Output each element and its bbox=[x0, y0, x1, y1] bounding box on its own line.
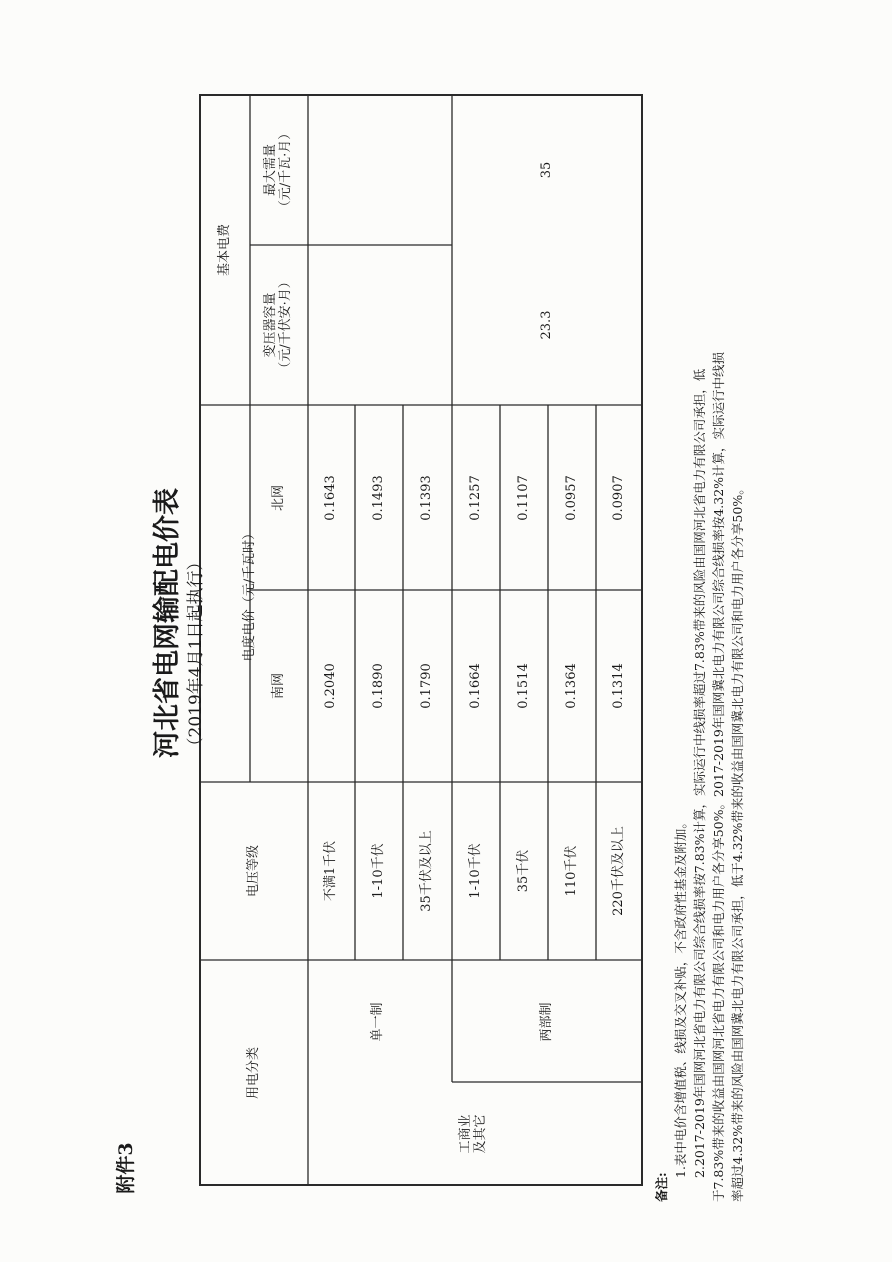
notes-label: 备注: bbox=[654, 1172, 669, 1202]
row-6-north-price: 0.0957 bbox=[564, 475, 579, 521]
header-category: 用电分类 bbox=[246, 1047, 261, 1100]
row-2-south-price: 0.1890 bbox=[371, 663, 386, 709]
header-max-demand bbox=[263, 110, 295, 230]
row-1-north-price: 0.1643 bbox=[323, 475, 338, 521]
header-max-demand-name: 最大需量 bbox=[263, 144, 278, 197]
note-line-3: 于7.83%带来的收益由国网河北省电力有限公司和电力用户各分享50%。2017-2019年国网冀北电力有限公司综合线损率按4.32%计算，实际运行中线损 bbox=[711, 351, 726, 1202]
group-single-tariff: 单一制 bbox=[370, 1002, 385, 1042]
header-transformer-capacity-unit: （元/千伏安·月） bbox=[278, 275, 293, 375]
row-2-north-price: 0.1493 bbox=[371, 475, 386, 521]
row-3-voltage: 35千伏及以上 bbox=[419, 830, 434, 912]
row-5-south-price: 0.1514 bbox=[516, 663, 531, 709]
header-energy-price: 电度电价（元/千瓦时） bbox=[242, 526, 257, 662]
row-4-voltage: 1-10千伏 bbox=[468, 843, 483, 899]
header-north-grid: 北网 bbox=[271, 485, 286, 512]
row-5-voltage: 35千伏 bbox=[516, 849, 531, 893]
two-part-max-demand-fee: 35 bbox=[539, 161, 554, 179]
category-commerce-line1: 工商业 bbox=[458, 1114, 473, 1154]
category-commerce bbox=[458, 1099, 490, 1169]
row-7-north-price: 0.0907 bbox=[611, 475, 626, 521]
header-max-demand-unit: （元/千瓦·月） bbox=[278, 126, 293, 214]
header-south-grid: 南网 bbox=[271, 673, 286, 700]
header-basic-fee: 基本电费 bbox=[217, 224, 232, 277]
header-transformer-capacity-name: 变压器容量 bbox=[263, 292, 278, 358]
group-two-part-tariff: 两部制 bbox=[539, 1002, 554, 1042]
attachment-label: 附件3 bbox=[115, 1142, 137, 1194]
row-5-north-price: 0.1107 bbox=[516, 475, 531, 521]
row-7-voltage: 220千伏及以上 bbox=[611, 826, 626, 916]
header-voltage-level: 电压等级 bbox=[246, 845, 261, 898]
row-4-south-price: 0.1664 bbox=[468, 663, 483, 709]
row-3-south-price: 0.1790 bbox=[419, 663, 434, 709]
header-transformer-capacity bbox=[263, 265, 295, 385]
page-subtitle: （2019年4月1日起执行） bbox=[186, 553, 206, 755]
note-line-1: 1.表中电价含增值税、线损及交叉补贴，不含政府性基金及附加。 bbox=[673, 816, 688, 1178]
note-line-4: 率超过4.32%带来的风险由国网冀北电力有限公司承担，低于4.32%带来的收益由国网冀北电力有限公司和电力用户各分享50%。 bbox=[730, 482, 745, 1202]
row-3-north-price: 0.1393 bbox=[419, 475, 434, 521]
page-title: 河北省电网输配电价表 bbox=[152, 488, 183, 758]
row-1-south-price: 0.2040 bbox=[323, 663, 338, 709]
two-part-transformer-fee: 23.3 bbox=[539, 310, 554, 340]
row-7-south-price: 0.1314 bbox=[611, 663, 626, 709]
row-4-north-price: 0.1257 bbox=[468, 475, 483, 521]
notes-block bbox=[652, 92, 750, 1202]
row-6-voltage: 110千伏 bbox=[564, 845, 579, 897]
row-1-voltage: 不满1千伏 bbox=[323, 840, 338, 902]
note-line-2: 2.2017-2019年国网河北省电力有限公司综合线损率按7.83%计算，实际运行中线损率超过7.83%带来的风险由国网河北省电力有限公司承担，低 bbox=[692, 368, 707, 1178]
row-6-south-price: 0.1364 bbox=[564, 663, 579, 709]
category-commerce-line2: 及其它 bbox=[473, 1114, 488, 1154]
row-2-voltage: 1-10千伏 bbox=[371, 843, 386, 899]
